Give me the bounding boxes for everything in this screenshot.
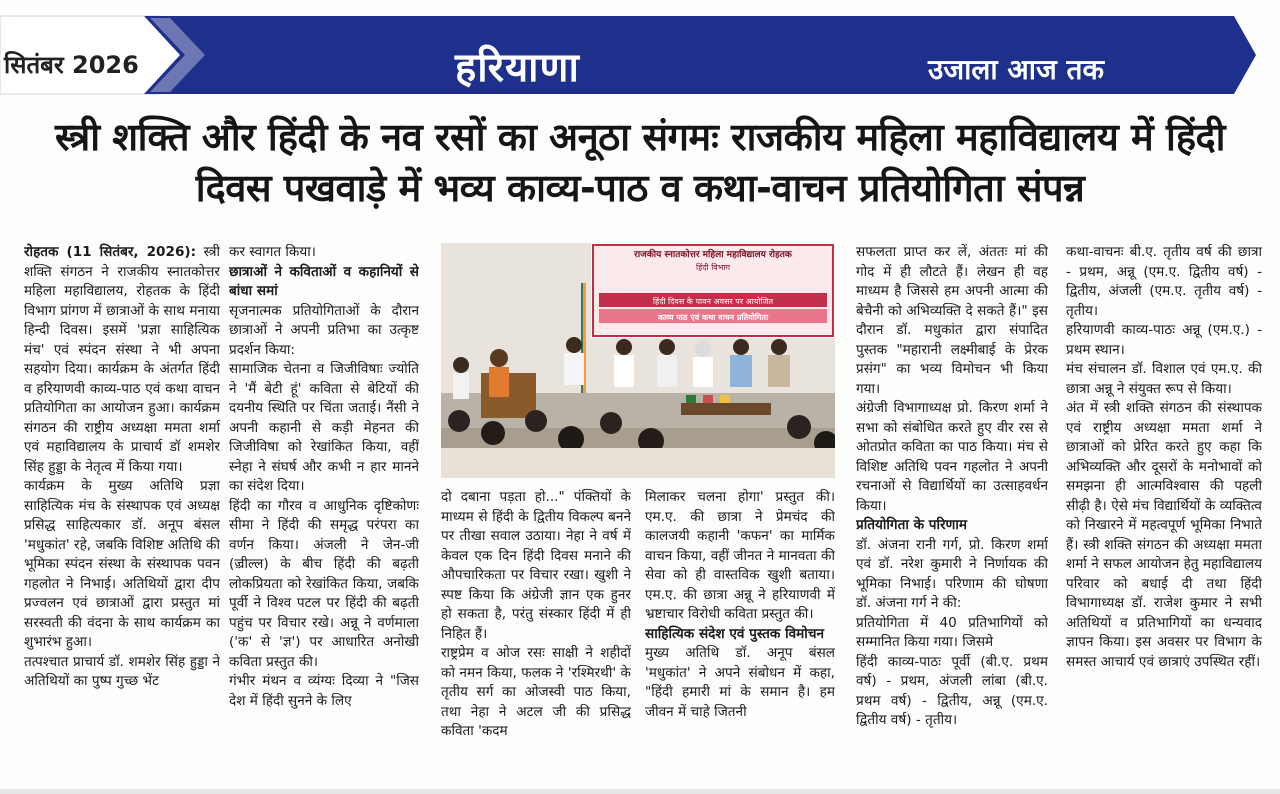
paragraph: हरियाणवी काव्य-पाठः अन्नू (एम.ए.) - प्रथम स्थान। [1066, 322, 1262, 358]
article-column-2 [229, 243, 419, 791]
photo-banner-line-4: काव्य पाठ एवं कथा वाचन प्रतियोगिता [657, 313, 769, 322]
paragraph: मंच संचालन डॉ. विशाल एवं एम.ए. की छात्रा अन्नू ने संयुक्त रूप से किया। [1066, 361, 1262, 397]
section-name: हरियाणा [455, 45, 580, 91]
photo-banner-line-1: राजकीय स्नातकोत्तर महिला महाविद्यालय रोहतक [634, 250, 792, 260]
dateline: रोहतक (11 सितंबर, 2026): [24, 244, 197, 260]
paragraph: तत्पश्चात प्राचार्य डॉ. शमशेर सिंह हुड्डा ने अतिथियों का पुष्प गुच्छ भेंट [24, 653, 220, 689]
paragraph: मुख्य अतिथि डॉ. अनूप बंसल 'मधुकांत' ने अपने संबोधन में कहा, "हिंदी हमारी मां के समान है। हम जीवन में चाहे जितनी [645, 645, 835, 720]
paragraph: हिंदी काव्य-पाठः पूर्वी (बी.ए. प्रथम वर्ष) - प्रथम, अंजली लांबा (बी.ए. प्रथम वर्ष) - द्वितीय, अन्नू (एम.ए. द्वितीय वर्ष) - तृतीय। [856, 653, 1048, 728]
paragraph: प्रतियोगिता में 40 प्रतिभागियों को सम्मानित किया गया। जिसमे [856, 614, 1048, 650]
paragraph: कार्यक्रम के मुख्य अतिथि प्रज्ञा साहित्यिक मंच के संस्थापक एवं अध्यक्ष प्रसिद्ध साहित्यकार डॉ. अनूप बंसल 'मधुकांत' रहे, जबकि विशिष्ट अतिथि की भूमिका स्पंदन संस्था के संस्थापक पवन गहलोत ने निभाई। अतिथियों द्वारा दीप प्रज्वलन एवं छात्राओं द्वारा प्रस्तुत मां सरस्वती की वंदना के साथ कार्यक्रम का शुभारंभ हुआ। [24, 478, 220, 650]
paragraph: अंत में स्त्री शक्ति संगठन की संस्थापक एवं राष्ट्रीय अध्यक्षा ममता शर्मा ने छात्राओं को प्रेरित करते हुए कहा कि अभिव्यक्ति और दूसरों के मनोभावों को समझना ही आत्मविश्वास की पहली सीढ़ी है। ऐसे मंच विद्यार्थियों के व्यक्तित्व को निखारने में महत्वपूर्ण भूमिका निभाते हैं। स्त्री शक्ति संगठन की अध्यक्षा ममता शर्मा ने सफल आयोजन हेतु महाविद्यालय परिवार को बधाई दी तथा हिंदी विभागाध्यक्ष डॉ. राजेश कुमार ने सभी अतिथियों व प्रतिभागियों का धन्यवाद ज्ञापन किया। इस अवसर पर विभाग के समस्त आचार्य एवं छात्राएं उपस्थित रहीं। [1066, 400, 1262, 670]
paragraph: अंग्रेजी विभागाध्यक्ष प्रो. किरण शर्मा ने सभा को संबोधित करते हुए वीर रस से ओतप्रोत कविता का पाठ किया। मंच से विशिष्ट अतिथि पवन गहलोत ने अपनी रचनाओं से विद्यार्थियों का उत्साहवर्धन किया। [856, 400, 1048, 514]
article-headline: स्त्री शक्ति और हिंदी के नव रसों का अनूठा संगमः राजकीय महिला महाविद्यालय में हिंदी दिवस पखवाड़े में भव्य काव्य-पाठ व कथा-वाचन प्रतियोगिता संपन्न [54, 115, 1226, 210]
photo-banner-line-3: हिंदी दिवस के पावन अवसर पर आयोजित [652, 297, 774, 306]
paragraph: मिलाकर चलना होगा' प्रस्तुत की। एम.ए. की छात्रा ने प्रेमचंद की कालजयी कहानी 'कफन' का मार्मिक वाचन किया, वहीं जीनत ने मानवता की सेवा को ही वास्तविक खुशी बताया। एम.ए. की छात्रा अन्नू ने हरियाणवी में भ्रष्टाचार विरोधी कविता प्रस्तुत की। [645, 489, 835, 622]
masthead-banner [0, 10, 1280, 100]
event-photo-drawing [441, 243, 835, 478]
page-bottom-rule [0, 789, 1280, 794]
paragraph: स्त्री शक्ति संगठन ने राजकीय स्नातकोत्तर महिला महाविद्यालय, रोहतक के हिंदी विभाग प्रांगण में छात्राओं के साथ मनाया हिन्दी दिवस। इसमें 'प्रज्ञा साहित्यिक मंच' एवं स्पंदन संस्था ने भी अपना सहयोग दिया। कार्यक्रम के अंतर्गत हिंदी व हरियाणवी काव्य-पाठ एवं कथा वाचन प्रतियोगिता का आयोजन हुआ। कार्यक्रम संगठन की राष्ट्रीय अध्यक्षा ममता शर्मा एवं महाविद्यालय के प्राचार्य डॉ शमशेर सिंह हुड्डा के नेतृत्व में किया गया। [24, 244, 220, 475]
subheading: साहित्यिक संदेश एवं पुस्तक विमोचन [645, 625, 824, 642]
paragraph: राष्ट्रप्रेम व ओज रसः साक्षी ने शहीदों को नमन किया, फलक ने 'रश्मिरथी' के तृतीय सर्ग का ओजस्वी पाठ किया, तथा नेहा ने अटल जी की प्रसिद्ध कविता 'कदम [441, 645, 631, 739]
paragraph: दो दबाना पड़ता हो..." पंक्तियों के माध्यम से हिंदी के द्वितीय विकल्प बनने पर तीखा सवाल उठाया। नेहा ने वर्ष में केवल एक दिन हिंदी दिवस मनाने की औपचारिकता पर विचार रखा। खुशी ने स्पष्ट किया कि अंग्रेजी ज्ञान एक हुनर हो सकता है, परंतु संस्कार हिंदी में ही निहित हैं। [441, 489, 631, 642]
article-column-5 [856, 243, 1048, 791]
paragraph: सृजनात्मक प्रतियोगिताओं के दौरान छात्राओं ने अपनी प्रतिभा का उत्कृष्ट प्रदर्शन किया: [229, 302, 419, 358]
issue-date: सितंबर 2026 [4, 51, 139, 79]
article-column-3 [441, 488, 631, 788]
subheading: छात्राओं ने कविताओं व कहानियों से बांधा समां [229, 263, 419, 299]
article-column-6 [1066, 243, 1262, 791]
paragraph: डॉ. अंजना रानी गर्ग, प्रो. किरण शर्मा एवं डॉ. नरेश कुमारी ने निर्णायक की भूमिका निभाई। परिणाम की घोषणा डॉ. अंजना गर्ग ने की: [856, 536, 1048, 611]
paragraph: कर स्वागत किया। [229, 244, 316, 260]
article-column-1 [24, 243, 220, 791]
paragraph: हिंदी का गौरव व आधुनिक दृष्टिकोणः सीमा ने हिंदी की समृद्ध परंपरा का वर्णन किया। अंजली ने जेन-जी (ज़्रील्ल) के बीच हिंदी की बढ़ती लोकप्रियता को रेखांकित किया, जबकि पूर्वी ने विश्व पटल पर हिंदी की बढ़ती पहुंच पर विचार रखे। अन्नू ने वर्णमाला ('क' से 'ज्ञ') पर आधारित अनोखी कविता प्रस्तुत की। [229, 497, 419, 670]
paragraph: सफलता प्राप्त कर लें, अंततः मां की गोद में ही लौटते हैं। लेखन ही वह माध्यम है जिससे हम अपनी आत्मा की बेचैनी को अभिव्यक्ति दे सकते हैं।" इस दौरान डॉ. मधुकांत द्वारा संपादित पुस्तक "महारानी लक्ष्मीबाई के प्रेरक प्रसंग" का भव्य विमोचन भी किया गया। [856, 244, 1048, 397]
paragraph: सामाजिक चेतना व जिजीविषाः ज्योति ने 'मैं बेटी हूं' कविता से बेटियों की दयनीय स्थिति पर चिंता जताई। नैंसी ने अपनी कहानी से कड़ी मेहनत की जिजीविषा को रेखांकित किया, वहीं स्नेहा ने संघर्ष और कभी न हार मानने का संदेश दिया। [229, 361, 419, 494]
photo-banner-line-2: हिंदी विभाग [696, 263, 730, 272]
subheading: प्रतियोगिता के परिणाम [856, 517, 968, 533]
newspaper-brand: उजाला आज तक [928, 53, 1104, 86]
article-column-4 [645, 488, 835, 788]
paragraph: कथा-वाचनः बी.ए. तृतीय वर्ष की छात्रा - प्रथम, अन्नू (एम.ए. द्वितीय वर्ष) - द्वितीय, अंजली (एम.ए. तृतीय वर्ष) - तृतीय। [1066, 244, 1262, 319]
paragraph: गंभीर मंथन व व्यंग्यः दिव्या ने "जिस देश में हिंदी सुनने के लिए [229, 673, 419, 709]
event-photo [441, 243, 835, 478]
